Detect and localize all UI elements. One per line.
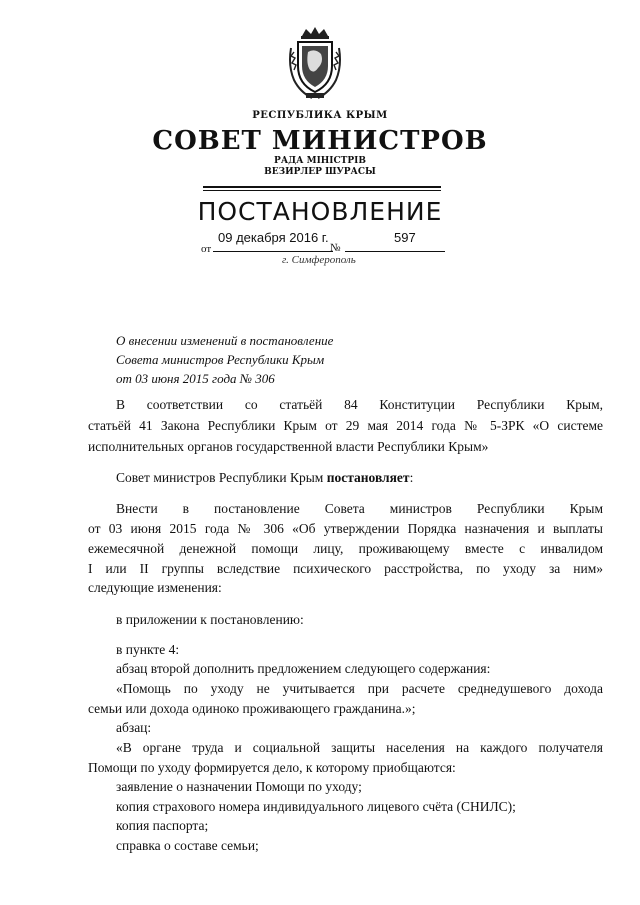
number-label: № [330,242,341,254]
number-underline [345,251,445,252]
subject-line: Совета министров Республики Крым [116,352,325,367]
body-line: исполнительных органов государственной власти Республики Крым» [88,439,489,454]
body-line: Помощи по уходу формируется дело, к которому приобщаются: [88,760,456,775]
document-type: ПОСТАНОВЛЕНИЕ [197,197,443,226]
document-subject [116,331,333,388]
resolution-line [116,470,413,486]
body-line: I или II группы вследствие психического расстройства, по уходу за ним» [88,561,603,576]
body-line: копия страхового номера индивидуального лицевого счёта (СНИЛС); [116,799,516,814]
date-underline [213,251,333,252]
colon-text: : [409,470,414,485]
council-text: Совет министров Республики Крым [116,470,324,485]
body-line: В соответствии со статьёй 84 Конституции Республики Крым, [116,397,603,412]
body-line: копия паспорта; [116,818,209,833]
header-divider-thin [203,190,441,191]
body-line: семьи или дохода одиноко проживающего гражданина.»; [88,701,416,716]
coat-of-arms-emblem [288,26,342,100]
body-line: от 03 июня 2015 года № 306 «Об утверждении Порядка назначения и выплаты [88,521,603,536]
body-line: заявление о назначении Помощи по уходу; [116,779,362,794]
body-line: следующие изменения: [88,580,222,595]
document-number: 597 [394,230,416,245]
body-line: Внести в постановление Совета министров Республики Крым [116,501,603,516]
council-name-ukrainian: РАДА МІНІСТРІВ [274,156,366,166]
body-line: в приложении к постановлению: [116,612,304,627]
body-line: справка о составе семьи; [116,838,259,853]
body-line: абзац: [116,720,152,735]
body-line: ежемесячной денежной помощи лицу, проживающему вместе с инвалидом [88,541,603,556]
republic-name: РЕСПУБЛИКА КРЫМ [252,110,388,121]
council-name-crimean-tatar: ВЕЗИРЛЕР ШУРАСЫ [264,167,376,177]
body-line: статьёй 41 Закона Республики Крым от 29 мая 2014 года № 5-ЗРК «О системе [88,418,603,433]
date-prefix-label: от [201,243,212,255]
resolves-keyword: постановляет [326,470,410,485]
body-line: абзац второй дополнить предложением следующего содержания: [116,661,491,676]
body-line: «Помощь по уходу не учитывается при расчете среднедушевого дохода [116,681,603,696]
subject-line: от 03 июня 2015 года № 306 [116,371,275,386]
document-city: г. Симферополь [282,254,356,266]
council-name: СОВЕТ МИНИСТРОВ [152,126,488,156]
body-line: в пункте 4: [116,642,180,657]
document-date: 09 декабря 2016 г. [218,230,329,245]
body-line: «В органе труда и социальной защиты населения на каждого получателя [116,740,603,755]
header-divider [203,186,441,188]
subject-line: О внесении изменений в постановление [116,333,334,348]
